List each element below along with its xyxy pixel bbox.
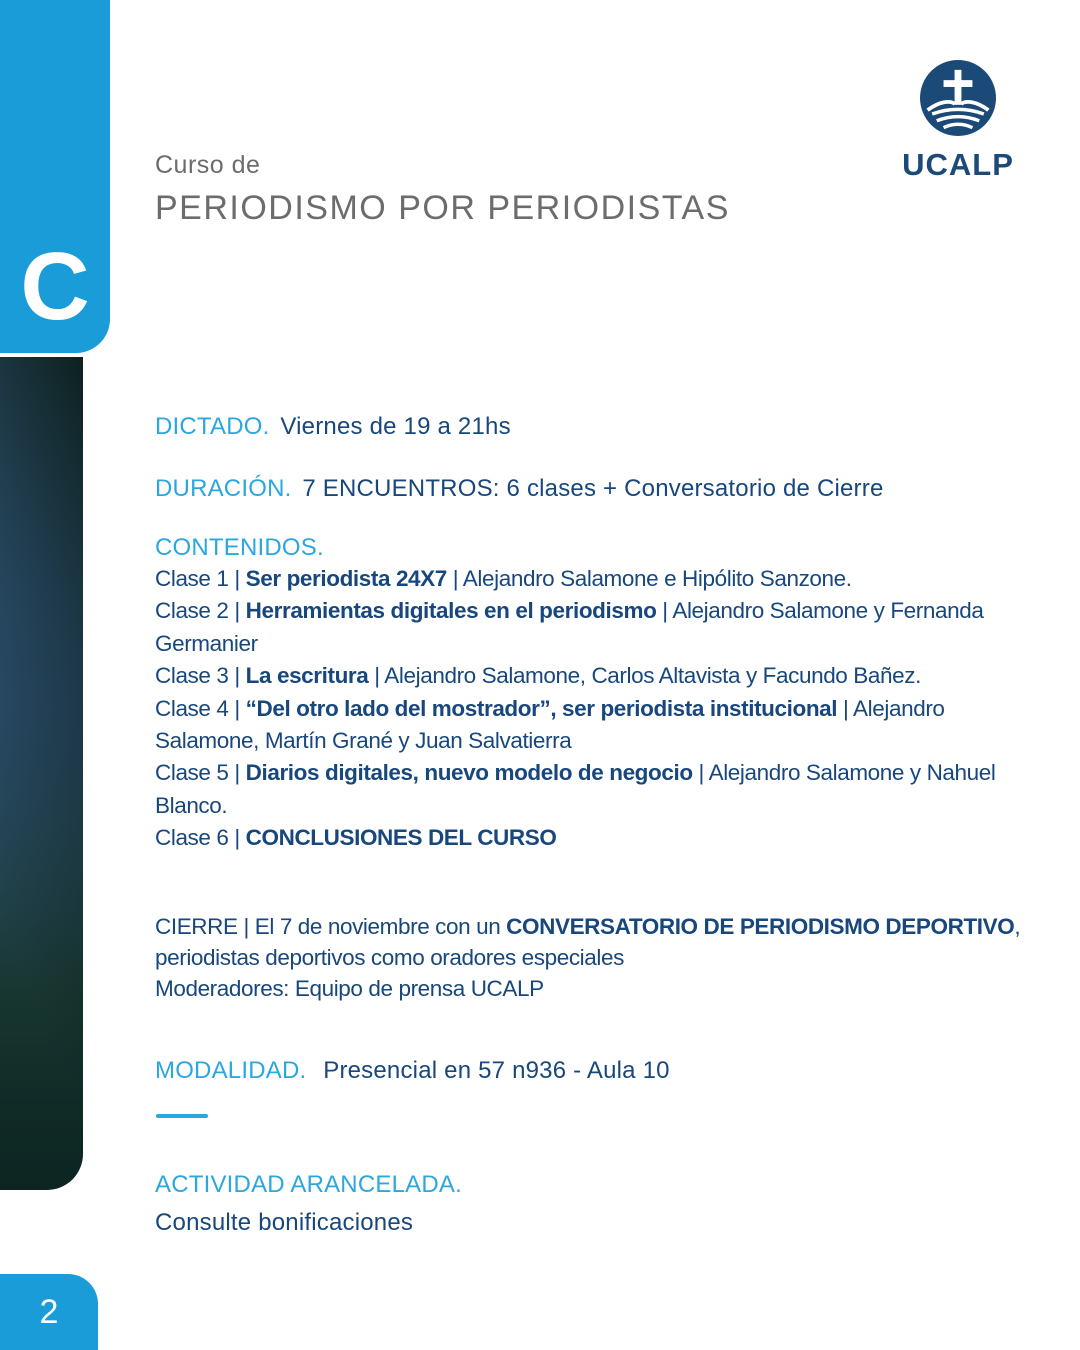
contenidos-list <box>155 563 1035 855</box>
modalidad-value: Presencial en 57 n936 - Aula 10 <box>323 1057 670 1084</box>
clase-speakers: | Alejandro Salamone y Fernanda Germanier <box>155 598 984 656</box>
clase-topic: La escritura <box>245 663 369 689</box>
clase-prefix: Clase 2 | <box>155 598 246 624</box>
clase-topic: Diarios digitales, nuevo modelo de negocio <box>245 760 693 786</box>
duracion-value: 7 ENCUENTROS: 6 clases + Conversatorio de Cierre <box>302 475 884 502</box>
clase-speakers: | Alejandro Salamone, Carlos Altavista y Facundo Bañez. <box>368 663 921 689</box>
accent-divider <box>156 1114 208 1118</box>
clase-speakers: | Alejandro Salamone e Hipólito Sanzone. <box>446 566 852 591</box>
clase-prefix: Clase 4 | <box>155 695 246 721</box>
cierre-topic: CONVERSATORIO DE PERIODISMO DEPORTIVO <box>506 914 1015 939</box>
clase-topic: CONCLUSIONES DEL CURSO <box>245 825 557 851</box>
clase-item <box>155 822 1035 854</box>
actividad-label: ACTIVIDAD ARANCELADA. <box>155 1171 462 1198</box>
dictado-label: DICTADO. <box>155 413 270 440</box>
clase-item <box>155 563 1035 595</box>
section-dictado <box>155 412 1035 442</box>
contenidos-label: CONTENIDOS. <box>155 534 324 561</box>
corner-letter-card <box>0 0 110 353</box>
ucalp-logo <box>880 60 1036 183</box>
left-photo-strip <box>0 357 83 1190</box>
clase-speakers: | Alejandro Salamone y Nahuel Blanco. <box>155 760 996 818</box>
modalidad-label: MODALIDAD. <box>155 1057 307 1084</box>
dictado-value: Viernes de 19 a 21hs <box>280 413 511 440</box>
clase-item <box>155 693 1035 758</box>
clase-prefix: Clase 1 | <box>155 566 246 591</box>
page-number: 2 <box>39 1292 59 1331</box>
clase-speakers: | Alejandro Salamone, Martín Grané y Juan Salvatierra <box>155 695 945 754</box>
section-cierre <box>155 911 1035 1004</box>
page-number-badge <box>0 1274 98 1350</box>
clase-prefix: Clase 3 | <box>155 663 246 689</box>
course-title: PERIODISMO POR PERIODISTAS <box>155 189 730 227</box>
course-kicker: Curso de <box>155 151 261 179</box>
corner-letter: C <box>20 233 90 340</box>
cierre-moderators: Moderadores: Equipo de prensa UCALP <box>155 976 544 1001</box>
ucalp-cross-waves-icon <box>920 60 996 136</box>
section-duracion <box>155 474 1035 504</box>
actividad-label-row <box>155 1170 1035 1200</box>
header <box>155 150 730 228</box>
clase-prefix: Clase 6 | <box>155 825 246 851</box>
duracion-label: DURACIÓN. <box>155 475 292 502</box>
section-modalidad <box>155 1056 1035 1086</box>
cierre-suffix: , periodistas deportivos como oradores especiales <box>155 914 1021 970</box>
actividad-value: Consulte bonificaciones <box>155 1209 414 1236</box>
clase-topic: Ser periodista 24X7 <box>245 566 447 591</box>
ucalp-wordmark: UCALP <box>902 147 1014 182</box>
clase-item <box>155 757 1035 822</box>
cierre-paragraph <box>155 911 1035 973</box>
clase-item <box>155 660 1035 692</box>
actividad-value-row <box>155 1208 1035 1238</box>
clase-topic: “Del otro lado del mostrador”, ser periodista institucional <box>245 695 838 721</box>
clase-prefix: Clase 5 | <box>155 760 246 786</box>
cierre-prefix: CIERRE | El 7 de noviembre con un <box>155 914 507 939</box>
clase-item <box>155 595 1035 660</box>
clase-topic: Herramientas digitales en el periodismo <box>245 598 657 624</box>
section-contenidos-label <box>155 533 1035 563</box>
